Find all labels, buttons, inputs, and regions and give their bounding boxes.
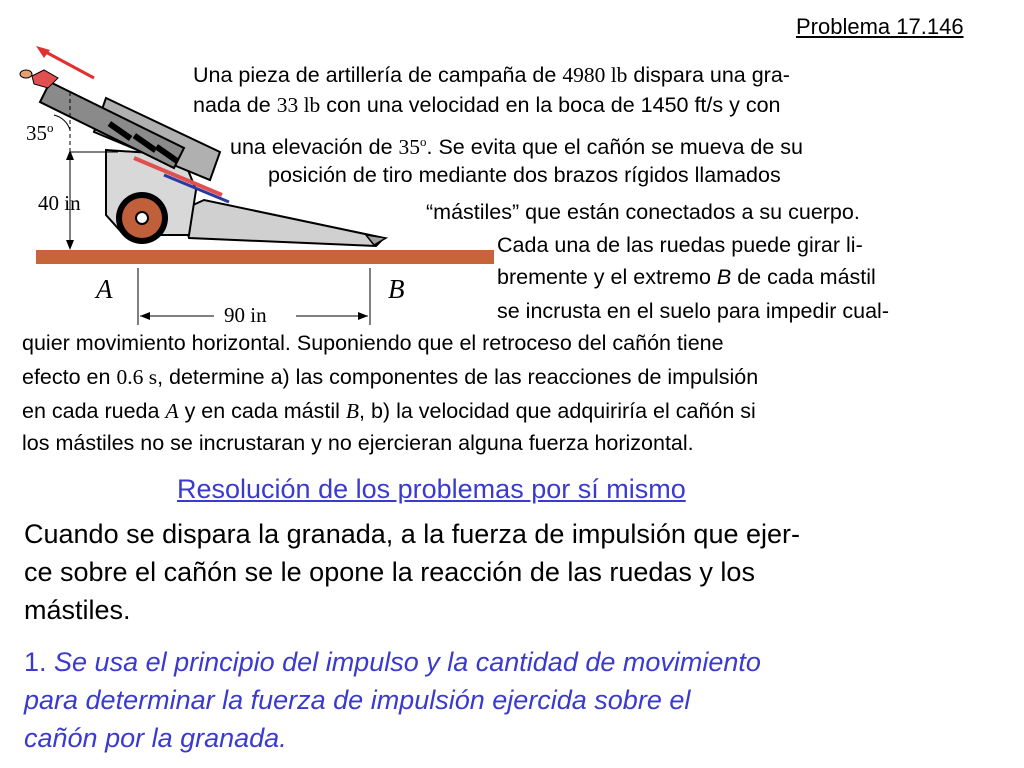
distance-label: 90 in (224, 303, 267, 327)
paragraph-line-1: Cuando se dispara la granada, a la fuerza de impulsión que ejer- (24, 519, 800, 549)
self-solving-link[interactable]: Resolución de los problemas por sí mismo (177, 474, 686, 504)
problem-line-5: “mástiles” que están conectados a su cuerpo. (426, 200, 860, 224)
problem-line-2: nada de 33 lb con una velocidad en la boca de 1450 ft/s y con (193, 93, 781, 117)
problem-line-12: los mástiles no se incrustaran y no ejercieran alguna fuerza horizontal. (22, 431, 694, 455)
problem-line-9: quier movimiento horizontal. Suponiendo que el retroceso del cañón tiene (22, 331, 724, 355)
problem-line-11: en cada rueda A y en cada mástil B, b) la velocidad que adquiriría el cañón si (22, 399, 756, 423)
step-1-line-2: para determinar la fuerza de impulsión ejercida sobre el (24, 685, 691, 715)
step-1-line-3: cañón por la granada. (24, 723, 287, 753)
problem-line-8: se incrusta en el suelo para impedir cual- (497, 299, 889, 323)
ground (36, 250, 494, 264)
paragraph-line-3: mástiles. (24, 595, 131, 625)
problem-line-7: bremente y el extremo B de cada mástil (497, 265, 876, 289)
point-a-label: A (96, 274, 113, 304)
angle-label: 35$^o$ (26, 120, 54, 145)
trail (182, 200, 384, 246)
problem-line-4: posición de tiro mediante dos brazos rígidos llamados (268, 163, 781, 187)
problem-line-3: una elevación de 35$^o$. Se evita que el cañón se mueva de su (230, 135, 803, 160)
point-b-label: B (388, 274, 405, 304)
step-1-line-1: 1. Se usa el principio del impulso y la cantidad de movimiento (24, 647, 761, 677)
problem-line-10: efecto en 0.6 s, determine a) las componentes de las reacciones de impulsión (22, 365, 759, 389)
problem-title: Problema 17.146 (796, 14, 964, 39)
problem-line-1: Una pieza de artillería de campaña de 4980 lb dispara una gra- (193, 63, 790, 87)
paragraph-line-2: ce sobre el cañón se le opone la reacción de las ruedas y los (24, 557, 755, 587)
problem-line-6: Cada una de las ruedas puede girar li- (497, 233, 863, 257)
height-label: 40 in (38, 191, 81, 215)
